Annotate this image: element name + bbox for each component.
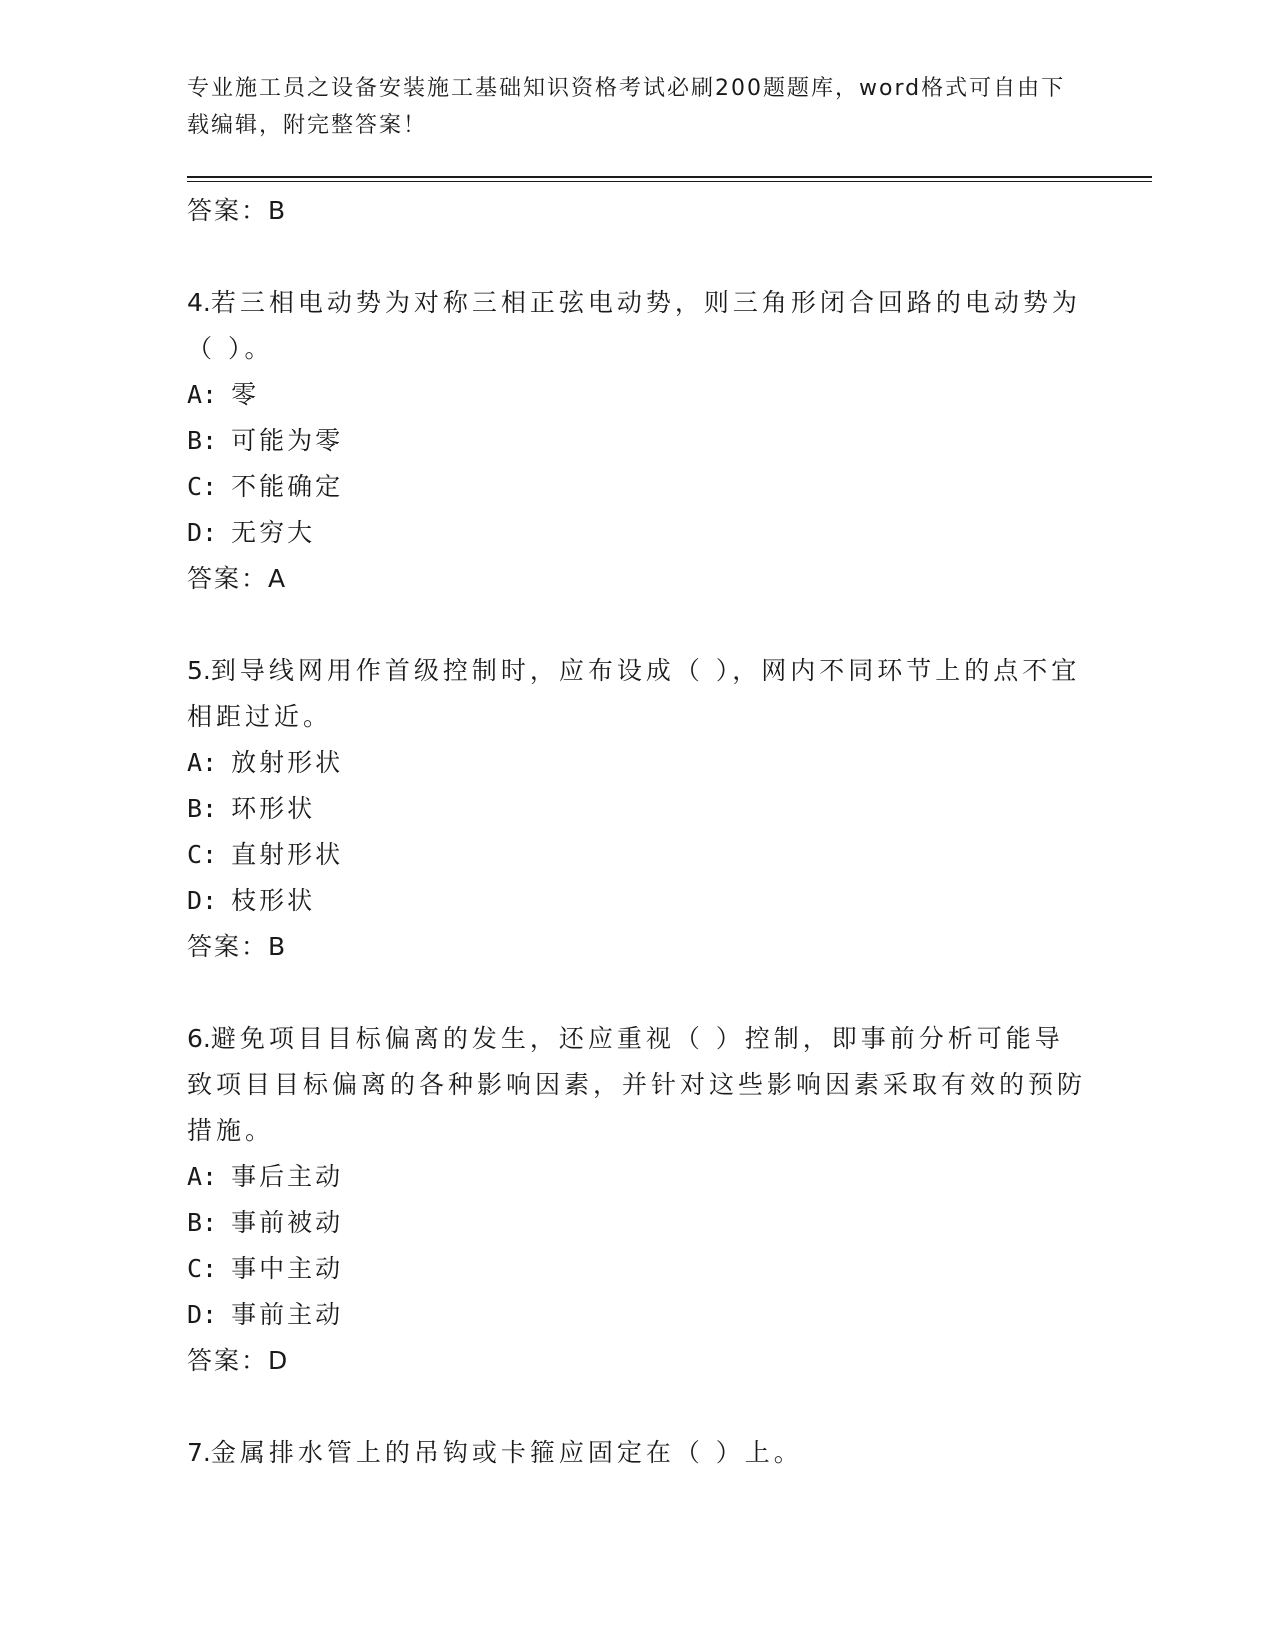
question-item [187, 1016, 1087, 1384]
option-text: 直射形状 [231, 840, 344, 869]
option-text: 枝形状 [231, 886, 316, 915]
option-key: A: [187, 380, 218, 409]
option-text: 无穷大 [231, 518, 316, 547]
option-key: D: [187, 886, 218, 915]
answer-line: 答案：B [187, 196, 288, 225]
option-key: A: [187, 1162, 218, 1191]
option-c [187, 832, 1087, 878]
option-text: 环形状 [231, 794, 316, 823]
option-c [187, 464, 1087, 510]
option-b [187, 786, 1087, 832]
document-title: 专业施工员之设备安装施工基础知识资格考试必刷200题题库，word格式可自由下载编辑，附完整答案！ [187, 76, 1066, 138]
question-number: 5. [187, 656, 211, 685]
option-text: 可能为零 [231, 426, 344, 455]
question-number: 4. [187, 288, 211, 317]
question-item [187, 1430, 1087, 1476]
question-text [187, 280, 1087, 372]
question-stem: 到导线网用作首级控制时，应布设成（ ），网内不同环节上的点不宜相距过近。 [187, 656, 1081, 731]
option-key: B: [187, 426, 218, 455]
question-item [187, 648, 1087, 970]
question-list [187, 188, 1087, 1476]
question-text [187, 648, 1087, 740]
option-text: 事前被动 [231, 1208, 344, 1237]
option-d [187, 878, 1087, 924]
option-key: D: [187, 1300, 218, 1329]
option-key: D: [187, 518, 218, 547]
option-key: B: [187, 1208, 218, 1237]
question-number: 6. [187, 1024, 211, 1053]
option-b [187, 418, 1087, 464]
option-text: 零 [231, 380, 260, 409]
option-a [187, 372, 1087, 418]
option-text: 事中主动 [231, 1254, 344, 1283]
option-b [187, 1200, 1087, 1246]
option-text: 事前主动 [231, 1300, 344, 1329]
option-key: C: [187, 840, 218, 869]
answer-line: 答案：D [187, 1346, 290, 1375]
question-stem: 若三相电动势为对称三相正弦电动势，则三角形闭合回路的电动势为（ ）。 [187, 288, 1081, 363]
question-item [187, 280, 1087, 602]
option-text: 放射形状 [231, 748, 344, 777]
question-stem: 避免项目目标偏离的发生，还应重视（ ）控制，即事前分析可能导致项目目标偏离的各种影响因素，并针对这些影响因素采取有效的预防措施。 [187, 1024, 1087, 1145]
header-divider [187, 176, 1152, 182]
option-key: B: [187, 794, 218, 823]
option-d [187, 1292, 1087, 1338]
answer-line: 答案：A [187, 564, 288, 593]
question-stem: 金属排水管上的吊钩或卡箍应固定在（ ）上。 [210, 1438, 803, 1467]
option-key: C: [187, 1254, 218, 1283]
option-key: C: [187, 472, 218, 501]
option-key: A: [187, 748, 218, 777]
answer-line: 答案：B [187, 932, 288, 961]
option-c [187, 1246, 1087, 1292]
option-d [187, 510, 1087, 556]
question-number: 7. [187, 1438, 211, 1467]
option-a [187, 1154, 1087, 1200]
option-a [187, 740, 1087, 786]
page-header [187, 70, 1067, 144]
question-text [187, 1016, 1087, 1154]
option-text: 事后主动 [231, 1162, 344, 1191]
option-text: 不能确定 [231, 472, 344, 501]
question-text [187, 1430, 1087, 1476]
